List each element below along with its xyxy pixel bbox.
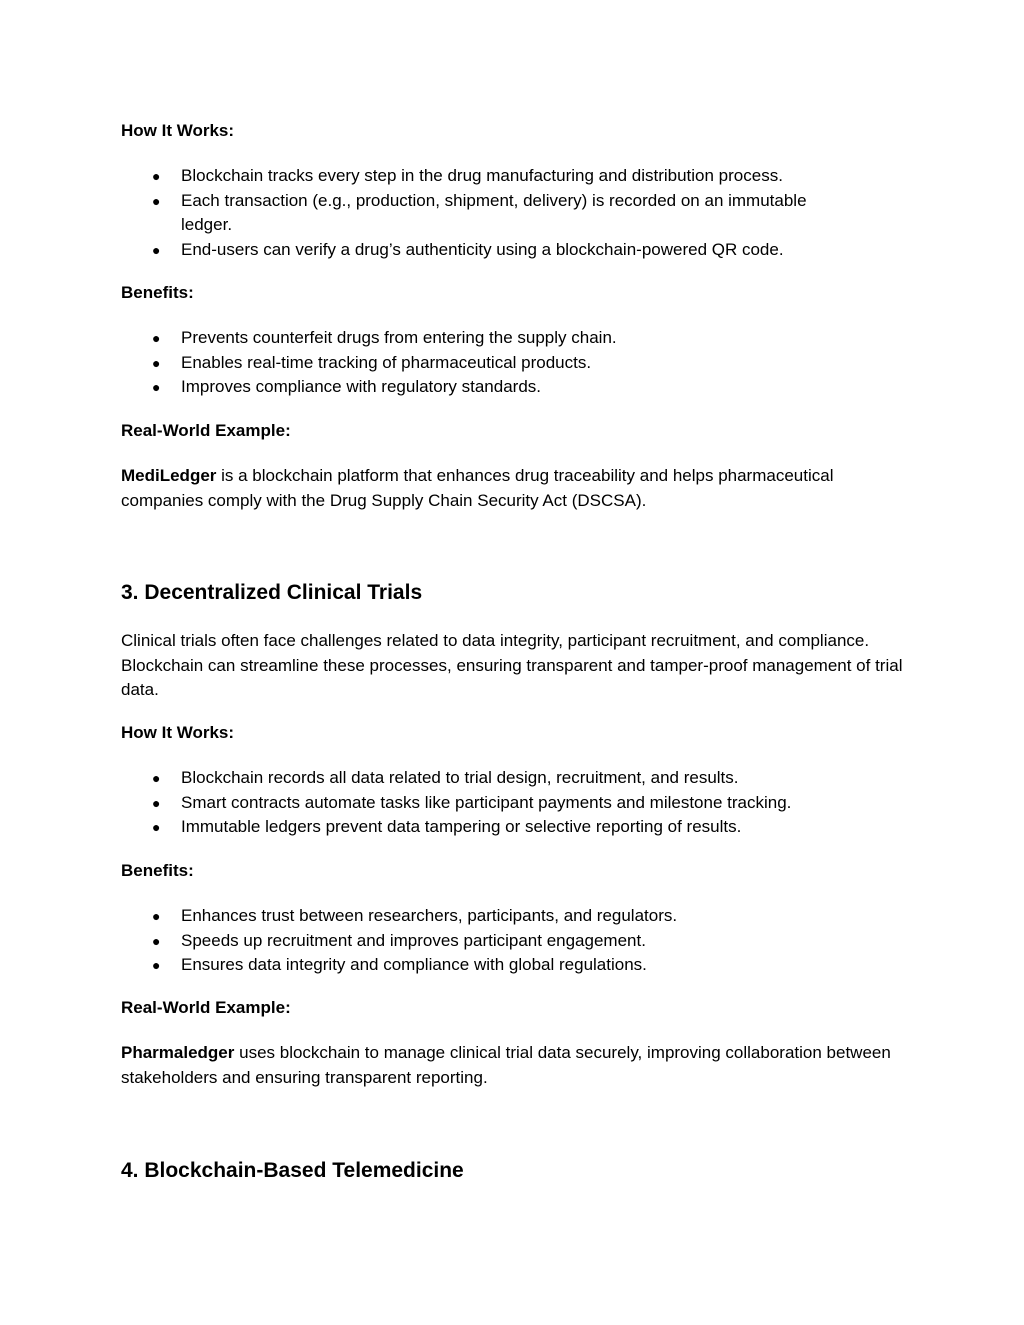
- bullet-icon: ●: [152, 168, 161, 184]
- real-world-example-heading: Real-World Example:: [121, 421, 291, 440]
- list-item: ● Each transaction (e.g., production, shipment, delivery) is recorded on an immutable ledger.: [152, 190, 807, 234]
- bullet-icon: ●: [152, 794, 161, 811]
- bullet-icon: ●: [152, 908, 161, 924]
- list-item: ● Immutable ledgers prevent data tampering or selective reporting of results.: [121, 815, 861, 840]
- list-item: ● Enhances trust between researchers, participants, and regulators.: [121, 904, 861, 929]
- how-it-works-heading: How It Works:: [121, 121, 235, 140]
- bullet-icon: ●: [152, 379, 161, 395]
- benefits-heading: Benefits:: [121, 283, 194, 302]
- list-item: ● Ensures data integrity and compliance with global regulations.: [121, 953, 861, 978]
- bullet-icon: ●: [152, 770, 161, 786]
- bullet-icon: ●: [152, 932, 161, 949]
- bullet-icon: ●: [152, 330, 161, 346]
- example-name: Pharmaledger: [121, 1043, 235, 1062]
- list-item: ● Blockchain records all data related to trial design, recruitment, and results.: [121, 766, 861, 791]
- section-intro: Clinical trials often face challenges related to data integrity, participant recruitment, and compliance. Blockchain can streamline these processes, ensuring transparent and tamper-proof management of trial data.: [121, 631, 903, 699]
- example-name: MediLedger: [121, 466, 217, 485]
- list-item: ● Smart contracts automate tasks like participant payments and milestone tracking.: [121, 791, 861, 816]
- list-item: ● Prevents counterfeit drugs from entering the supply chain.: [121, 326, 861, 351]
- example-paragraph: Pharmaledger uses blockchain to manage clinical trial data securely, improving collaboration between stakeholders and ensuring transparent reporting.: [121, 1043, 891, 1087]
- bullet-icon: ●: [152, 241, 161, 258]
- benefits-list: [121, 904, 911, 978]
- bullet-icon: ●: [152, 957, 161, 973]
- section-title: 3. Decentralized Clinical Trials: [121, 581, 423, 604]
- bullet-icon: ●: [152, 354, 161, 371]
- list-item: ● Blockchain tracks every step in the drug manufacturing and distribution process.: [121, 164, 861, 189]
- real-world-example-heading: Real-World Example:: [121, 998, 291, 1017]
- list-item: ● End-users can verify a drug’s authenticity using a blockchain-powered QR code.: [121, 238, 861, 263]
- how-it-works-list: [121, 766, 911, 840]
- benefits-list: [121, 326, 911, 400]
- section-title: 4. Blockchain-Based Telemedicine: [121, 1159, 464, 1182]
- bullet-icon: ●: [152, 192, 161, 209]
- list-item: ● Speeds up recruitment and improves participant engagement.: [121, 929, 861, 954]
- how-it-works-heading: How It Works:: [121, 723, 235, 742]
- how-it-works-list: [121, 164, 911, 262]
- list-item: ● Enables real-time tracking of pharmaceutical products.: [121, 351, 861, 376]
- benefits-heading: Benefits:: [121, 861, 194, 880]
- list-item: ● Improves compliance with regulatory standards.: [121, 375, 861, 400]
- example-paragraph: MediLedger is a blockchain platform that enhances drug traceability and helps pharmaceutical companies comply with the Drug Supply Chain Security Act (DSCSA).: [121, 466, 834, 510]
- bullet-icon: ●: [152, 819, 161, 835]
